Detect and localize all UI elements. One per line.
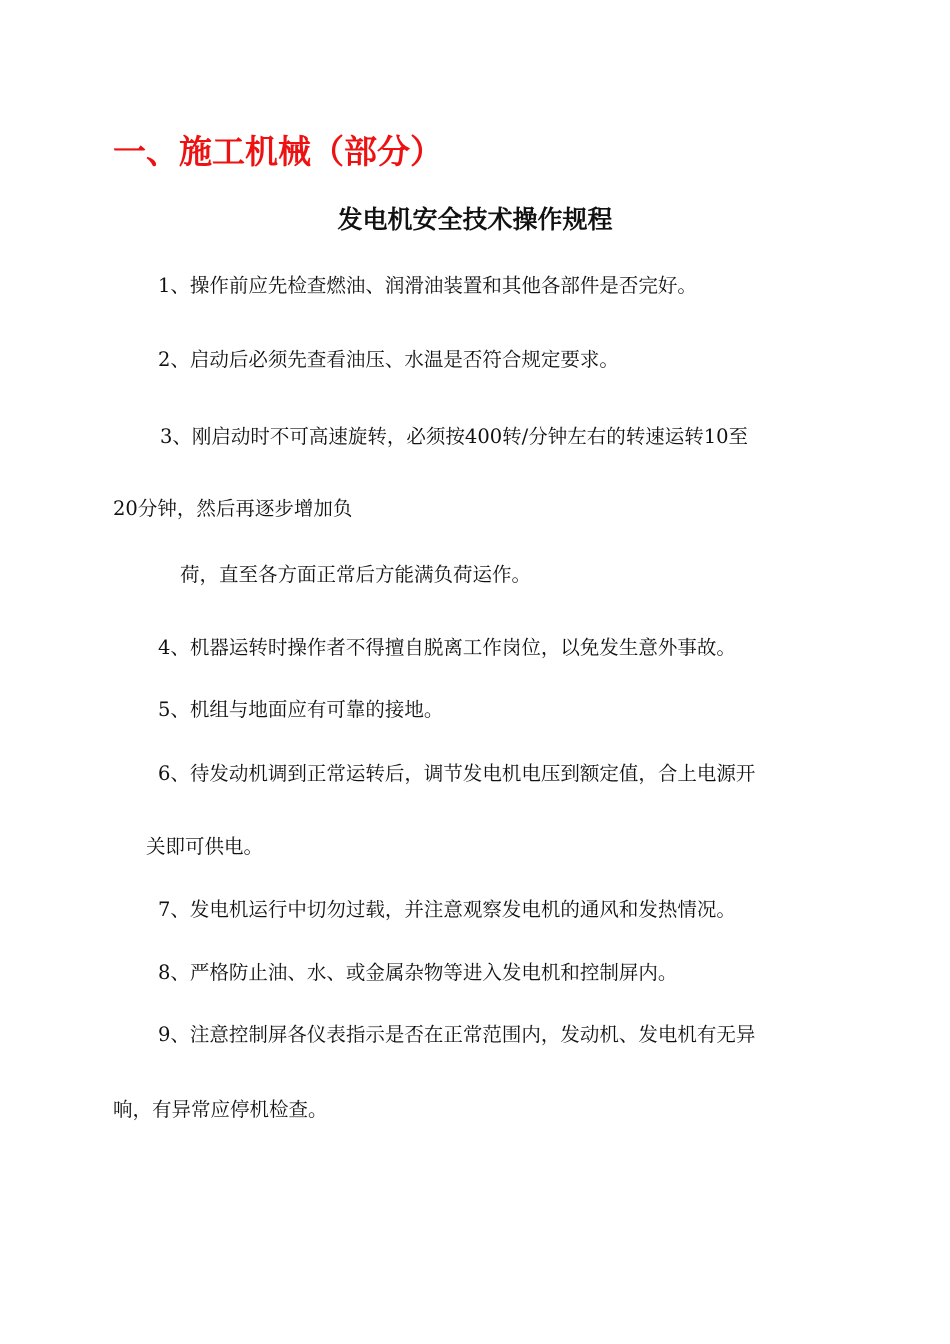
rule-8-text: 8、严格防止油、水、或金属杂物等进入发电机和控制屏内。 <box>158 961 678 984</box>
rule-3-continuation-2: 荷，直至各方面正常后方能满负荷运作。 <box>180 563 532 586</box>
rule-9-text: 9、注意控制屏各仪表指示是否在正常范围内，发动机、发电机有无异 <box>158 1023 756 1046</box>
rule-9-continuation: 响，有异常应停机检查。 <box>113 1098 328 1121</box>
rule-3-text: 3、刚启动时不可高速旋转，必须按400转/分钟左右的转速运转10至 <box>160 425 749 448</box>
document-title: 发电机安全技术操作规程 <box>337 205 613 234</box>
rule-6-continuation: 关即可供电。 <box>146 835 264 858</box>
rule-7-text: 7、发电机运行中切勿过载，并注意观察发电机的通风和发热情况。 <box>158 898 736 921</box>
rule-6-text: 6、待发动机调到正常运转后，调节发电机电压到额定值，合上电源开 <box>158 762 756 785</box>
rule-1-text: 1、操作前应先检查燃油、润滑油装置和其他各部件是否完好。 <box>158 274 697 297</box>
rule-4-text: 4、机器运转时操作者不得擅自脱离工作岗位，以免发生意外事故。 <box>158 636 736 659</box>
rule-5-text: 5、机组与地面应有可靠的接地。 <box>158 698 444 721</box>
section-heading: 一、施工机械（部分） <box>113 132 443 171</box>
rule-2-text: 2、启动后必须先查看油压、水温是否符合规定要求。 <box>158 348 619 371</box>
rule-3-continuation: 20分钟，然后再逐步增加负 <box>113 497 353 520</box>
